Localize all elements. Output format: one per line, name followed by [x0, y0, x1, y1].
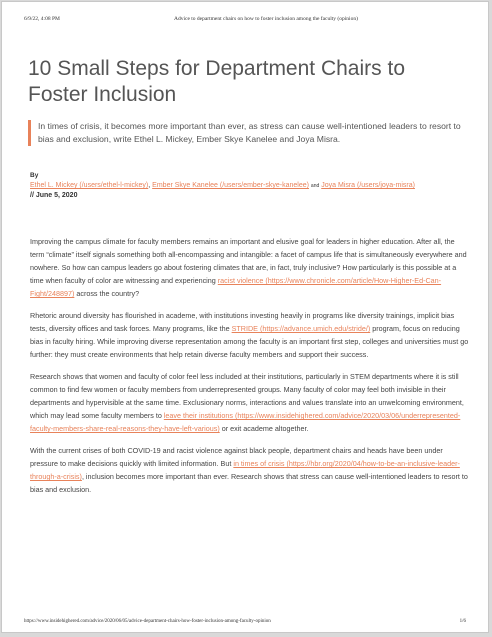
paragraph: Research shows that women and faculty of color feel less included at their institutions, particularly in STEM departments where it is still common to find few women or faculty members from underrepresented groups. Many faculty of color may feel both invisible in their departments and hypervisible at the same time. Exclusionary norms, interactions and values translate into an unwelcoming environment, which may lead some faculty members to leave their institutions (https://www.insidehighered.com/advice/2020/03/06/underrepresented-faculty-members-share-real-reasons-they-have-left-various) or exit academe altogether. [30, 372, 464, 433]
print-page-title: Advice to department chairs on how to foster inclusion among the faculty (opinion) [174, 16, 358, 22]
article-body [30, 235, 470, 505]
racist-violence-link[interactable]: racist violence (https://www.chronicle.com/article/How-Higher-Ed-Can-Fight/248897) [30, 276, 442, 298]
author-link-ember-kanelee[interactable]: Ember Skye Kanelee (/users/ember-skye-kanelee) [152, 182, 309, 189]
article-date: // June 5, 2020 [30, 192, 78, 199]
stride-link[interactable]: STRIDE (https://advance.umich.edu/stride/) [231, 324, 371, 333]
author-separator: , [148, 182, 151, 189]
author-link-joya-misra[interactable]: Joya Misra (/users/joya-misra) [321, 182, 415, 189]
article-title: 10 Small Steps for Department Chairs to Foster Inclusion [28, 57, 405, 106]
times-of-crisis-link[interactable]: in times of crisis (https://hbr.org/2020/04/how-to-be-an-inclusive-leader-through-a-crisis) [30, 459, 460, 481]
author-link-ethel-mickey[interactable]: Ethel L. Mickey (/users/ethel-l-mickey) [30, 182, 149, 189]
and-label: and [310, 183, 320, 189]
article-subtitle: In times of crisis, it becomes more important than ever, as stress can cause well-intentioned leaders to resort to bias and exclusion, write Ethel L. Mickey, Ember Skye Kanelee and Joya Misra. [28, 120, 478, 146]
print-date: 6/9/22, 4:08 PM [24, 16, 60, 22]
by-label: By [30, 172, 39, 179]
paragraph: Improving the campus climate for faculty members remains an important and elusive goal for leaders in higher education. After all, the term “climate” itself signals something both all-encompassing and intangible: a facet of campus life that is simultaneously everywhere and nowhere. So how can campus leaders go about fostering climates that are, in fact, truly inclusive? How particularly is this possible at a time when faculty of color are witnessing and experiencing racist violence (https://www.chronicle.com/article/How-Higher-Ed-Can-Fight/248897) across the country? [30, 237, 467, 298]
byline [30, 171, 470, 201]
print-url: https://www.insidehighered.com/advice/2020/06/05/advice-department-chairs-how-foster-inclusion-among-faculty-opinion [24, 619, 271, 624]
paragraph: With the current crises of both COVID-19 and racist violence against black people, department chairs and heads have been under pressure to make decisions quickly with limited information. But in times of crisis (https://hbr.org/2020/04/how-to-be-an-inclusive-leader-through-a-crisis), inclusion becomes more important than ever. Research shows that stress can cause well-intentioned leaders to resort to bias and exclusion. [30, 446, 468, 494]
paragraph: Rhetoric around diversity has flourished in academe, with institutions investing heavily in programs like diversity trainings, implicit bias tests, diversity offices and task forces. Many programs, like the STRIDE (https://advance.umich.edu/stride/) program, focus on reducing bias in faculty hiring. While improving diverse representation among the faculty is an important first step, colleges and universities must go further: they must create environments that help retain diverse faculty members and support their success. [30, 311, 469, 359]
leave-institutions-link[interactable]: leave their institutions (https://www.insidehighered.com/advice/2020/03/06/underrepresented-faculty-members-share-real-reasons-they-have-left-various) [30, 411, 461, 433]
printed-page [1, 1, 489, 633]
page-number: 1/6 [459, 619, 466, 624]
